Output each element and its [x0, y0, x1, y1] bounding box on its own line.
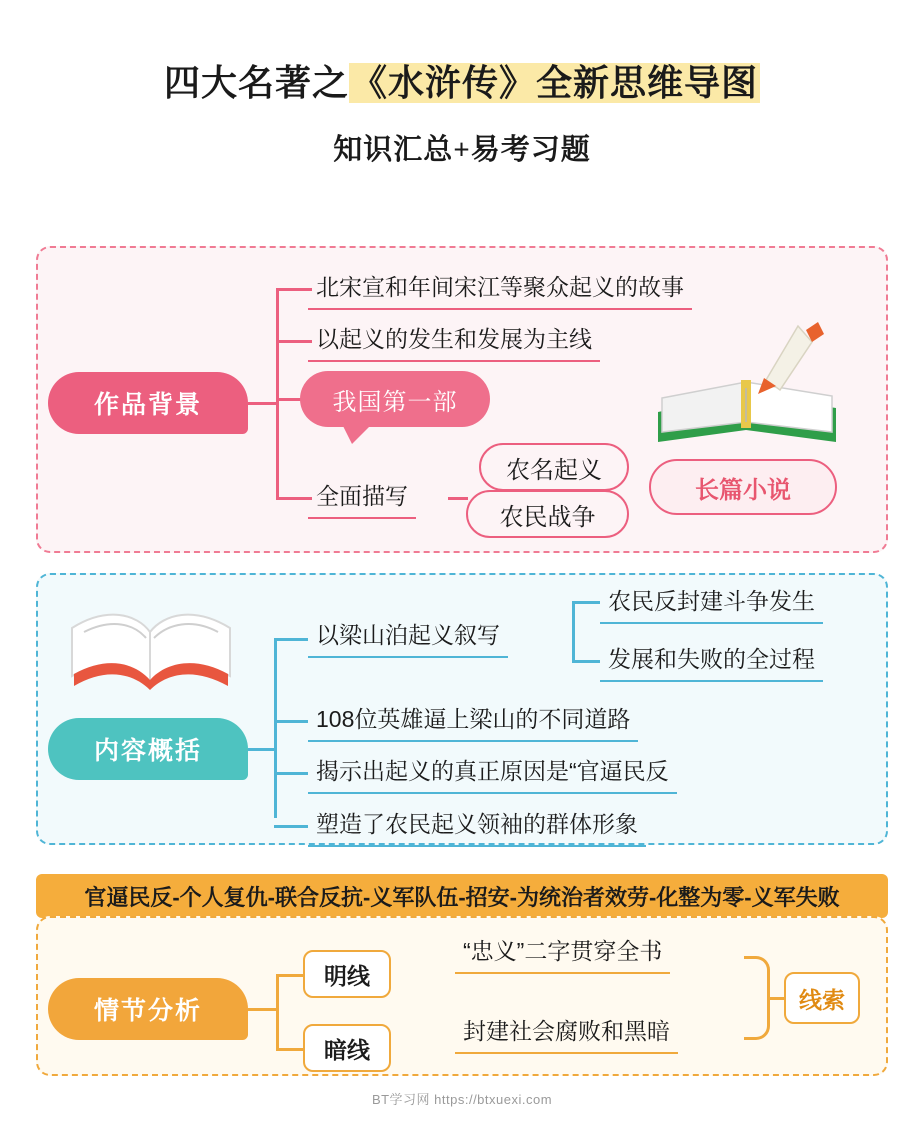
connector-pl-stem — [248, 1008, 278, 1011]
connector-ct-sub-trunk — [572, 601, 575, 663]
open-book-with-pen-icon — [646, 320, 856, 450]
leaf-content-sub-1: 农民反封建斗争发生 — [600, 580, 823, 624]
connector-ct-branch-4 — [274, 825, 308, 828]
connector-ct-branch-2 — [274, 720, 308, 723]
bubble-first-of-country: 我国第一部 — [300, 371, 490, 427]
node-plot-label[interactable]: 情节分析 — [48, 978, 248, 1040]
connector-ct-trunk — [274, 638, 277, 818]
title-line-1 — [0, 62, 924, 105]
page-title — [0, 0, 924, 168]
leaf-background-3: 全面描写 — [308, 475, 416, 519]
connector-ct-sub-2 — [572, 660, 600, 663]
connector-ct-branch-1 — [274, 638, 308, 641]
leaf-background-1: 北宋宣和年间宋江等聚众起义的故事 — [308, 266, 692, 310]
bracket-clue — [744, 956, 770, 1040]
leaf-content-2: 108位英雄逼上梁山的不同道路 — [308, 698, 638, 742]
leaf-background-2: 以起义的发生和发展为主线 — [308, 318, 600, 362]
leaf-plot-1: “忠义”二字贯穿全书 — [455, 930, 670, 974]
connector-pl-trunk — [276, 974, 279, 1050]
branch-box-an-xian: 暗线 — [303, 1024, 391, 1072]
connector-bg-stem — [248, 402, 278, 405]
sub-box-peasant-uprising: 农名起义 — [479, 443, 629, 491]
connector-bg-branch-1 — [276, 288, 312, 291]
connector-pl-branch-2 — [276, 1048, 304, 1051]
connector-bg-branch-2 — [276, 340, 312, 343]
connector-bg-subbox — [448, 497, 468, 500]
connector-pl-branch-1 — [276, 974, 304, 977]
connector-ct-branch-3 — [274, 772, 308, 775]
title-line-2: 知识汇总+易考习题 — [333, 134, 591, 167]
leaf-content-sub-2: 发展和失败的全过程 — [600, 638, 823, 682]
connector-ct-sub-1 — [572, 601, 600, 604]
connector-bg-trunk — [276, 288, 279, 500]
footer-watermark: BT学习网 https://btxuexi.com — [371, 1092, 553, 1107]
tail-pill-long-novel: 长篇小说 — [649, 459, 837, 515]
leaf-content-1: 以梁山泊起义叙写 — [308, 614, 508, 658]
leaf-content-3: 揭示出起义的真正原因是“官逼民反 — [308, 750, 677, 794]
sub-box-peasant-war: 农民战争 — [466, 490, 629, 538]
connector-ct-stem — [248, 748, 276, 751]
node-background-label[interactable]: 作品背景 — [48, 372, 248, 434]
branch-box-ming-xian: 明线 — [303, 950, 391, 998]
open-book-icon — [62, 598, 242, 698]
node-content-label[interactable]: 内容概括 — [48, 718, 248, 780]
title-highlight: 《水浒传》全新思维导图 — [351, 63, 759, 103]
connector-bg-branch-4 — [276, 497, 312, 500]
title-prefix: 四大名著之 — [163, 63, 349, 103]
plot-sequence-banner: 官逼民反-个人复仇-联合反抗-义军队伍-招安-为统治者效劳-化整为零-义军失败 — [36, 874, 888, 918]
leaf-plot-2: 封建社会腐败和黑暗 — [455, 1010, 678, 1054]
leaf-content-4: 塑造了农民起义领袖的群体形象 — [308, 803, 646, 847]
tail-box-clue: 线索 — [784, 972, 860, 1024]
